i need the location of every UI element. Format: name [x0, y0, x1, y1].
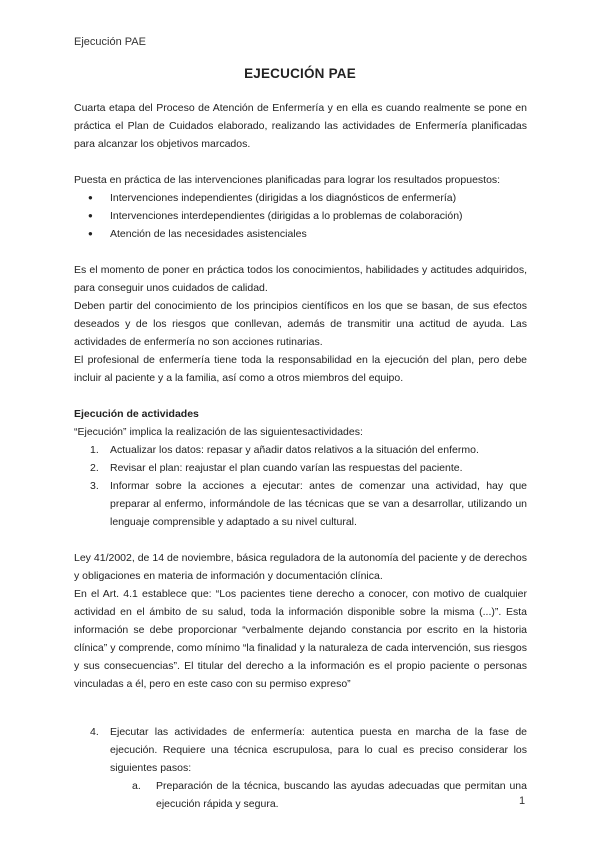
sub-list-item-text: Preparación de la técnica, buscando las ayudas adecuadas que permitan una ejecución rápida y segura. — [156, 780, 527, 810]
list-item — [74, 723, 527, 777]
list-number: 4. — [90, 726, 99, 738]
list-number: 1. — [90, 444, 99, 456]
sub-list-letter: a. — [132, 780, 141, 792]
list-item: ● Intervenciones independientes (dirigidas a los diagnósticos de enfermería) — [74, 189, 527, 207]
intro-paragraph: Cuarta etapa del Proceso de Atención de Enfermería y en ella es cuando realmente se pone en práctica el Plan de Cuidados elaborado, realizando las actividades de Enfermería planificadas para alcanzar los objetivos marcados. — [74, 102, 527, 150]
list-item: ● Atención de las necesidades asistenciales — [74, 225, 527, 243]
list-number: 3. — [90, 480, 99, 492]
list-item-text: Actualizar los datos: repasar y añadir datos relativos a la situación del enfermo. — [110, 444, 479, 456]
moment-paragraph-2: Deben partir del conocimiento de los principios científicos en los que se basan, de sus efectos deseados y de los riesgos que conllevan, además de transmitir una actitud de ayuda. Las actividades de enfermería no son acciones rutinarias. — [74, 300, 527, 348]
sub-list-item — [110, 777, 527, 813]
list-item-text: Ejecutar las actividades de enfermería: autentica puesta en marcha de la fase de ejecución. Requiere una técnica escrupulosa, para lo cual es preciso considerar los siguientes pasos: — [110, 726, 527, 774]
activities-list — [74, 441, 527, 531]
section-title: Ejecución de actividades — [74, 408, 199, 420]
law-paragraph-1: Ley 41/2002, de 14 de noviembre, básica reguladora de la autonomía del paciente y de derechos y obligaciones en materia de información y documentación clínica. — [74, 552, 527, 582]
list-item-text: Revisar el plan: reajustar el plan cuando varían las respuestas del paciente. — [110, 462, 463, 474]
document-title: EJECUCIÓN PAE — [244, 66, 356, 81]
law-paragraph-2: En el Art. 4.1 establece que: “Los pacientes tiene derecho a conocer, con motivo de cualquier actividad en el ámbito de su salud, toda la información disponible sobre la misma (...)”. Esta información se debe proporcionar “verbalmente dejando constancia por escrito en la historia clínica” y comprende, como mínimo “la finalidad y la naturaleza de cada intervención, sus riesgos y sus consecuencias”. El titular del derecho a la información es el propio paciente o personas vinculadas a él, pero en este caso con su permiso expreso” — [74, 588, 527, 690]
document-body — [74, 99, 527, 813]
moment-paragraph-3: El profesional de enfermería tiene toda la responsabilidad en la ejecución del plan, pero debe incluir al paciente y a la familia, así como a otros miembros del equipo. — [74, 354, 527, 384]
page-header: Ejecución PAE — [74, 36, 146, 48]
activities-lead: “Ejecución” implica la realización de las siguientesactividades: — [74, 426, 363, 438]
activities-list-continued — [74, 723, 527, 777]
page-number: 1 — [519, 795, 526, 807]
list-item — [74, 441, 527, 459]
list-item — [74, 477, 527, 531]
list-item — [74, 459, 527, 477]
list-item-text: Informar sobre la acciones a ejecutar: antes de comenzar una actividad, hay que preparar al enfermo, informándole de las técnicas que se van a desarrollar, utilizando un lenguaje comprensible y adaptado a su nivel cultural. — [110, 480, 527, 528]
list-number: 2. — [90, 462, 99, 474]
interventions-lead: Puesta en práctica de las intervenciones planificadas para lograr los resultados propuestos: — [74, 174, 501, 186]
interventions-list — [74, 189, 527, 243]
list-item: ● Intervenciones interdependientes (dirigidas a lo problemas de colaboración) — [74, 207, 527, 225]
moment-paragraph-1: Es el momento de poner en práctica todos los conocimientos, habilidades y actitudes adquiridos, para conseguir unos cuidados de calidad. — [74, 264, 527, 294]
